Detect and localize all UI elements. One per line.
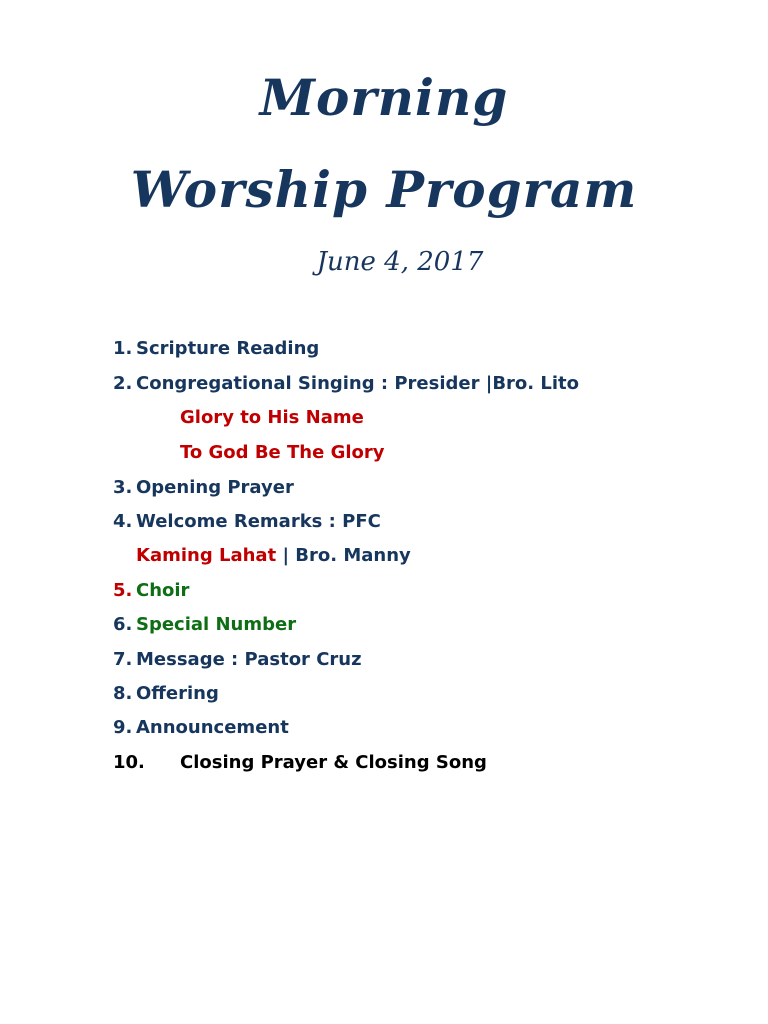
title-line-1: Morning <box>259 68 509 127</box>
item-number: 3. <box>113 477 133 498</box>
welcome-leader: Bro. Manny <box>295 545 411 566</box>
program-item-congregational-singing <box>113 371 579 397</box>
program-date: June 4, 2017 <box>316 247 484 277</box>
item-text: Offering <box>136 683 219 704</box>
item-number: 5. <box>113 580 133 601</box>
item-number: 7. <box>113 649 133 670</box>
program-item-choir <box>113 578 189 604</box>
item-text: Opening Prayer <box>136 477 294 498</box>
program-item-announcement <box>113 715 289 741</box>
item-text: Special Number <box>136 614 297 635</box>
item-text: Congregational Singing : Presider |Bro. Lito <box>136 373 580 394</box>
program-item-special-number <box>113 612 296 638</box>
item-number: 10. <box>113 752 145 773</box>
item-text: Scripture Reading <box>136 338 320 359</box>
program-item-scripture-reading <box>113 336 319 362</box>
item-text: Welcome Remarks : PFC <box>136 511 381 532</box>
program-item-welcome-remarks <box>113 509 381 535</box>
song-to-god-be-the-glory: To God Be The Glory <box>180 442 385 463</box>
item-number: 2. <box>113 373 133 394</box>
program-item-offering <box>113 681 219 707</box>
item-text: Message : Pastor Cruz <box>136 649 362 670</box>
item-number: 4. <box>113 511 133 532</box>
item-number: 9. <box>113 717 133 738</box>
program-item-opening-prayer <box>113 475 294 501</box>
item-number: 8. <box>113 683 133 704</box>
welcome-separator: | <box>276 545 296 566</box>
song-glory-to-his-name: Glory to His Name <box>180 407 364 428</box>
welcome-song-line <box>136 543 411 569</box>
item-number: 6. <box>113 614 133 635</box>
item-text: Closing Prayer & Closing Song <box>180 752 487 773</box>
title-line-2: Worship Program <box>130 160 638 219</box>
program-item-closing <box>113 750 487 776</box>
welcome-song: Kaming Lahat <box>136 545 277 566</box>
program-item-message <box>113 647 362 673</box>
item-text: Announcement <box>136 717 289 738</box>
item-text: Choir <box>136 580 190 601</box>
item-number: 1. <box>113 338 133 359</box>
